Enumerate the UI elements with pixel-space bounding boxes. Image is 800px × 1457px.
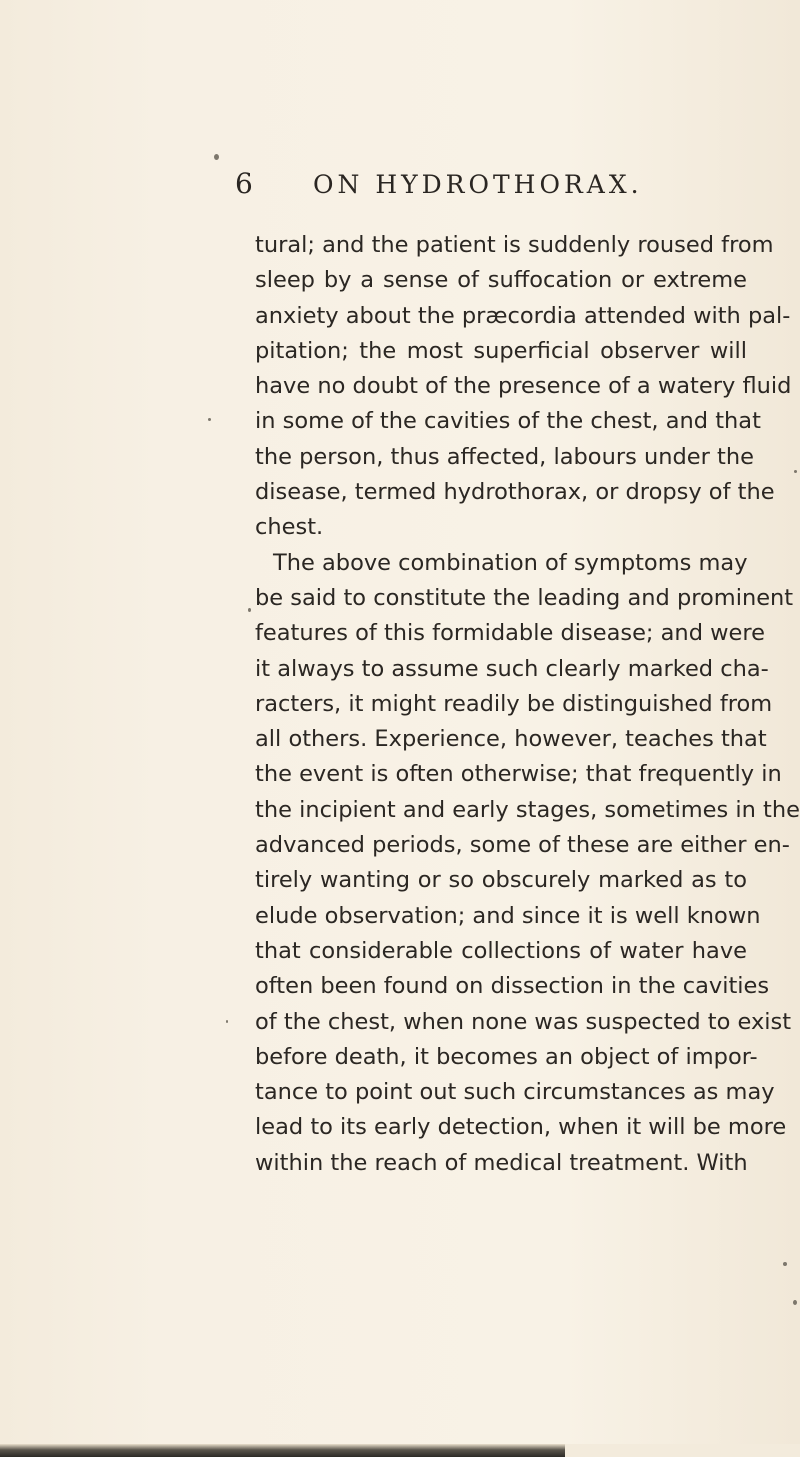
text-line: the event is often otherwise; that frequently in bbox=[255, 761, 782, 788]
text-line: racters, it might readily be distinguished from bbox=[255, 690, 773, 717]
text-line: the person, thus affected, labours under the bbox=[255, 443, 754, 470]
text-line: be said to constitute the leading and prominent bbox=[255, 584, 794, 611]
text-line: tance to point out such circumstances as may bbox=[255, 1079, 775, 1106]
paper-speck bbox=[226, 1020, 228, 1023]
text-line: elude observation; and since it is well known bbox=[255, 902, 761, 929]
paper-speck bbox=[793, 1300, 797, 1305]
text-line: have no doubt of the presence of a watery fluid bbox=[255, 373, 792, 400]
text-line: features of this formidable disease; and were bbox=[255, 620, 765, 647]
text-line: that considerable collections of water have bbox=[255, 937, 747, 964]
text-line: within the reach of medical treatment. With bbox=[255, 1149, 748, 1176]
text-line: The above combination of symptoms may bbox=[273, 549, 748, 576]
text-line: lead to its early detection, when it will be more bbox=[255, 1114, 787, 1141]
text-line: sleep by a sense of suffocation or extreme bbox=[255, 267, 747, 294]
text-line: disease, termed hydrothorax, or dropsy of the bbox=[255, 479, 775, 506]
text-line: tirely wanting or so obscurely marked as to bbox=[255, 867, 747, 894]
running-title: ON HYDROTHORAX. bbox=[313, 170, 643, 199]
text-line: before death, it becomes an object of impor- bbox=[255, 1043, 758, 1070]
paper-speck bbox=[794, 470, 797, 473]
text-line: advanced periods, some of these are either en- bbox=[255, 832, 790, 859]
paper-speck bbox=[248, 608, 251, 612]
paper-speck bbox=[208, 418, 211, 421]
body-text bbox=[255, 228, 800, 1181]
text-line: the incipient and early stages, sometimes in the bbox=[255, 796, 800, 823]
text-line: tural; and the patient is suddenly roused from bbox=[255, 232, 774, 258]
text-line: often been found on dissection in the cavities bbox=[255, 973, 770, 1000]
text-line: in some of the cavities of the chest, and that bbox=[255, 408, 761, 435]
text-line: of the chest, when none was suspected to exist bbox=[255, 1008, 792, 1035]
page-number: 6 bbox=[235, 167, 253, 200]
text-line: all others. Experience, however, teaches that bbox=[255, 726, 767, 753]
text-line: chest. bbox=[255, 514, 324, 541]
text-line: it always to assume such clearly marked cha- bbox=[255, 655, 769, 682]
paper-speck bbox=[214, 154, 219, 160]
paper-speck bbox=[783, 1262, 787, 1266]
page-bottom-edge-gap bbox=[565, 1444, 800, 1457]
page-header bbox=[235, 163, 655, 203]
text-line: anxiety about the præcordia attended with pal- bbox=[255, 302, 791, 329]
text-line: pitation; the most superficial observer will bbox=[255, 337, 747, 364]
